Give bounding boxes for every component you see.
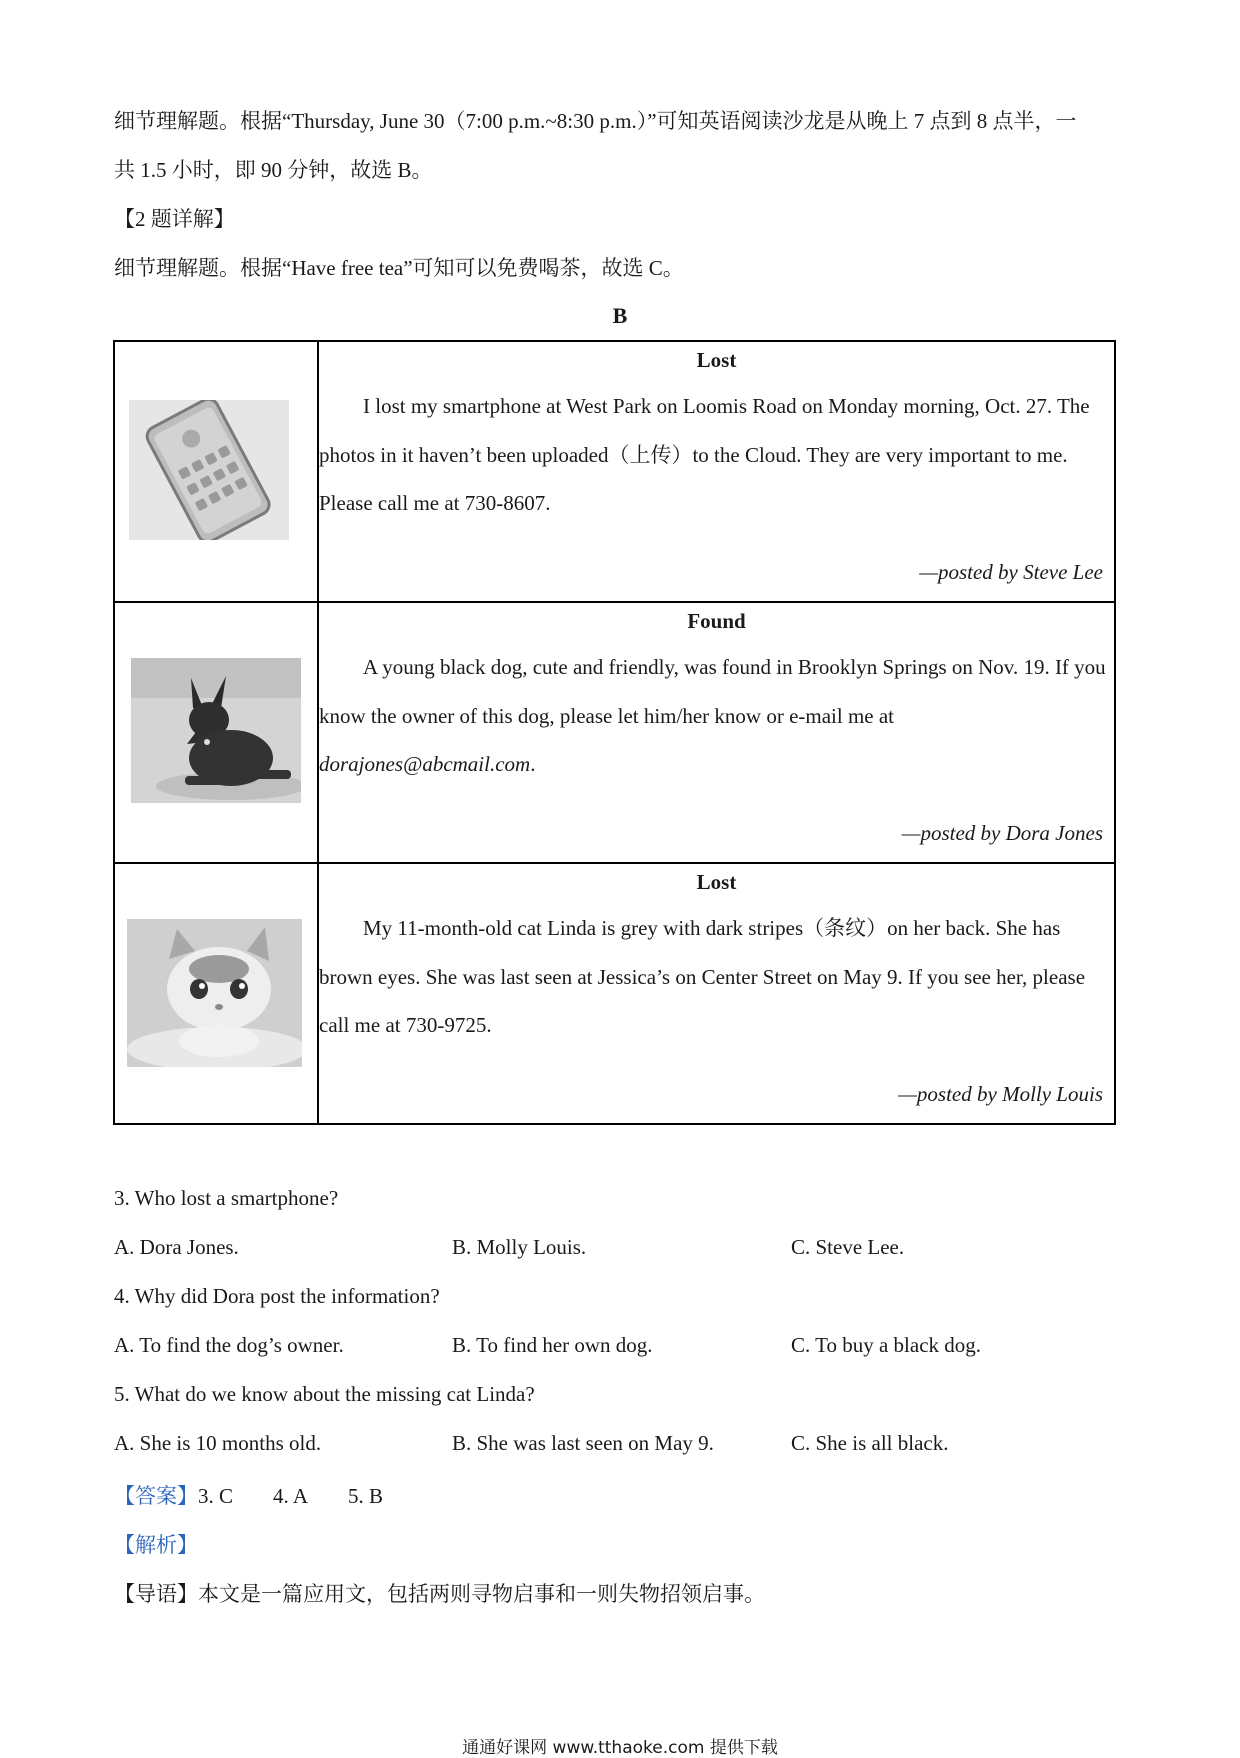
answer-value: 5. B <box>348 1484 384 1508</box>
option-a: A. To find the dog’s owner. <box>114 1333 344 1357</box>
notice-body <box>319 643 1114 789</box>
answer-value: 4. A <box>273 1484 309 1508</box>
guide-text: 本文是一篇应用文，包括两则寻物启事和一则失物招领启事。 <box>198 1582 765 1606</box>
question-stem: 3. Who lost a smartphone? <box>114 1186 339 1210</box>
notice-image-cell <box>114 602 318 863</box>
q2-heading: 【2 题详解】 <box>114 207 235 231</box>
notice-body-text: A young black dog, cute and friendly, was found in Brooklyn Springs on Nov. 19. If you know the owner of this dog, please let him/her know or e-mail me at <box>319 655 1106 728</box>
option-b: B. To find her own dog. <box>452 1333 653 1357</box>
email-suffix: . <box>530 752 536 776</box>
kitten-image <box>127 919 302 1072</box>
notice-text-cell <box>318 341 1115 602</box>
analysis-label: 【解析】 <box>114 1533 198 1557</box>
notice-row <box>114 341 1115 602</box>
notice-body: I lost my smartphone at West Park on Loomis Road on Monday morning, Oct. 27. The photos in it haven’t been uploaded（上传）to the Cloud. They are very important to me. Please call me at 730-8607. <box>319 394 1090 515</box>
notice-image-cell <box>114 341 318 602</box>
answer-label: 【答案】 <box>114 1484 198 1508</box>
answer-value: 3. C <box>198 1484 234 1508</box>
guide-line <box>114 1578 765 1608</box>
email-address: dorajones@abcmail.com <box>319 752 531 776</box>
notice-body: My 11-month-old cat Linda is grey with dark stripes（条纹）on her back. She has brown eyes. She was last seen at Jessica’s on Center Street on May 9. If you see her, please call me at 730-9725. <box>319 916 1086 1037</box>
question-stem: 5. What do we know about the missing cat Linda? <box>114 1382 535 1406</box>
answer-line <box>114 1480 383 1510</box>
notice-row <box>114 863 1115 1124</box>
notice-title: Found <box>687 609 746 633</box>
option-c: C. Steve Lee. <box>791 1235 905 1259</box>
notice-title: Lost <box>696 870 737 894</box>
notice-title: Lost <box>696 348 737 372</box>
black-dog-image <box>131 658 301 808</box>
notice-text-cell <box>318 863 1115 1124</box>
option-c: C. She is all black. <box>791 1431 949 1455</box>
page-footer: 通通好课网 www.tthaoke.com 提供下载 <box>462 1738 778 1758</box>
option-b: B. Molly Louis. <box>452 1235 587 1259</box>
notice-signature: —posted by Dora Jones <box>901 821 1103 845</box>
option-b: B. She was last seen on May 9. <box>452 1431 714 1455</box>
option-a: A. She is 10 months old. <box>114 1431 322 1455</box>
section-title: B <box>612 303 628 328</box>
notice-image-cell <box>114 863 318 1124</box>
notice-signature: —posted by Steve Lee <box>919 560 1103 584</box>
option-a: A. Dora Jones. <box>114 1235 239 1259</box>
question-stem: 4. Why did Dora post the information? <box>114 1284 440 1308</box>
smartphone-image <box>129 400 289 545</box>
notice-row <box>114 602 1115 863</box>
intro-line-1: 细节理解题。根据“Thursday, June 30（7:00 p.m.~8:30 p.m.）”可知英语阅读沙龙是从晚上 7 点到 8 点半，一 <box>114 109 1077 133</box>
notice-table <box>113 340 1116 1125</box>
q2-explanation: 细节理解题。根据“Have free tea”可知可以免费喝茶，故选 C。 <box>114 256 684 280</box>
guide-label: 【导语】 <box>114 1582 198 1606</box>
option-c: C. To buy a black dog. <box>791 1333 982 1357</box>
notice-signature: —posted by Molly Louis <box>898 1082 1103 1106</box>
notice-text-cell <box>318 602 1115 863</box>
intro-line-2: 共 1.5 小时，即 90 分钟，故选 B。 <box>114 158 433 182</box>
